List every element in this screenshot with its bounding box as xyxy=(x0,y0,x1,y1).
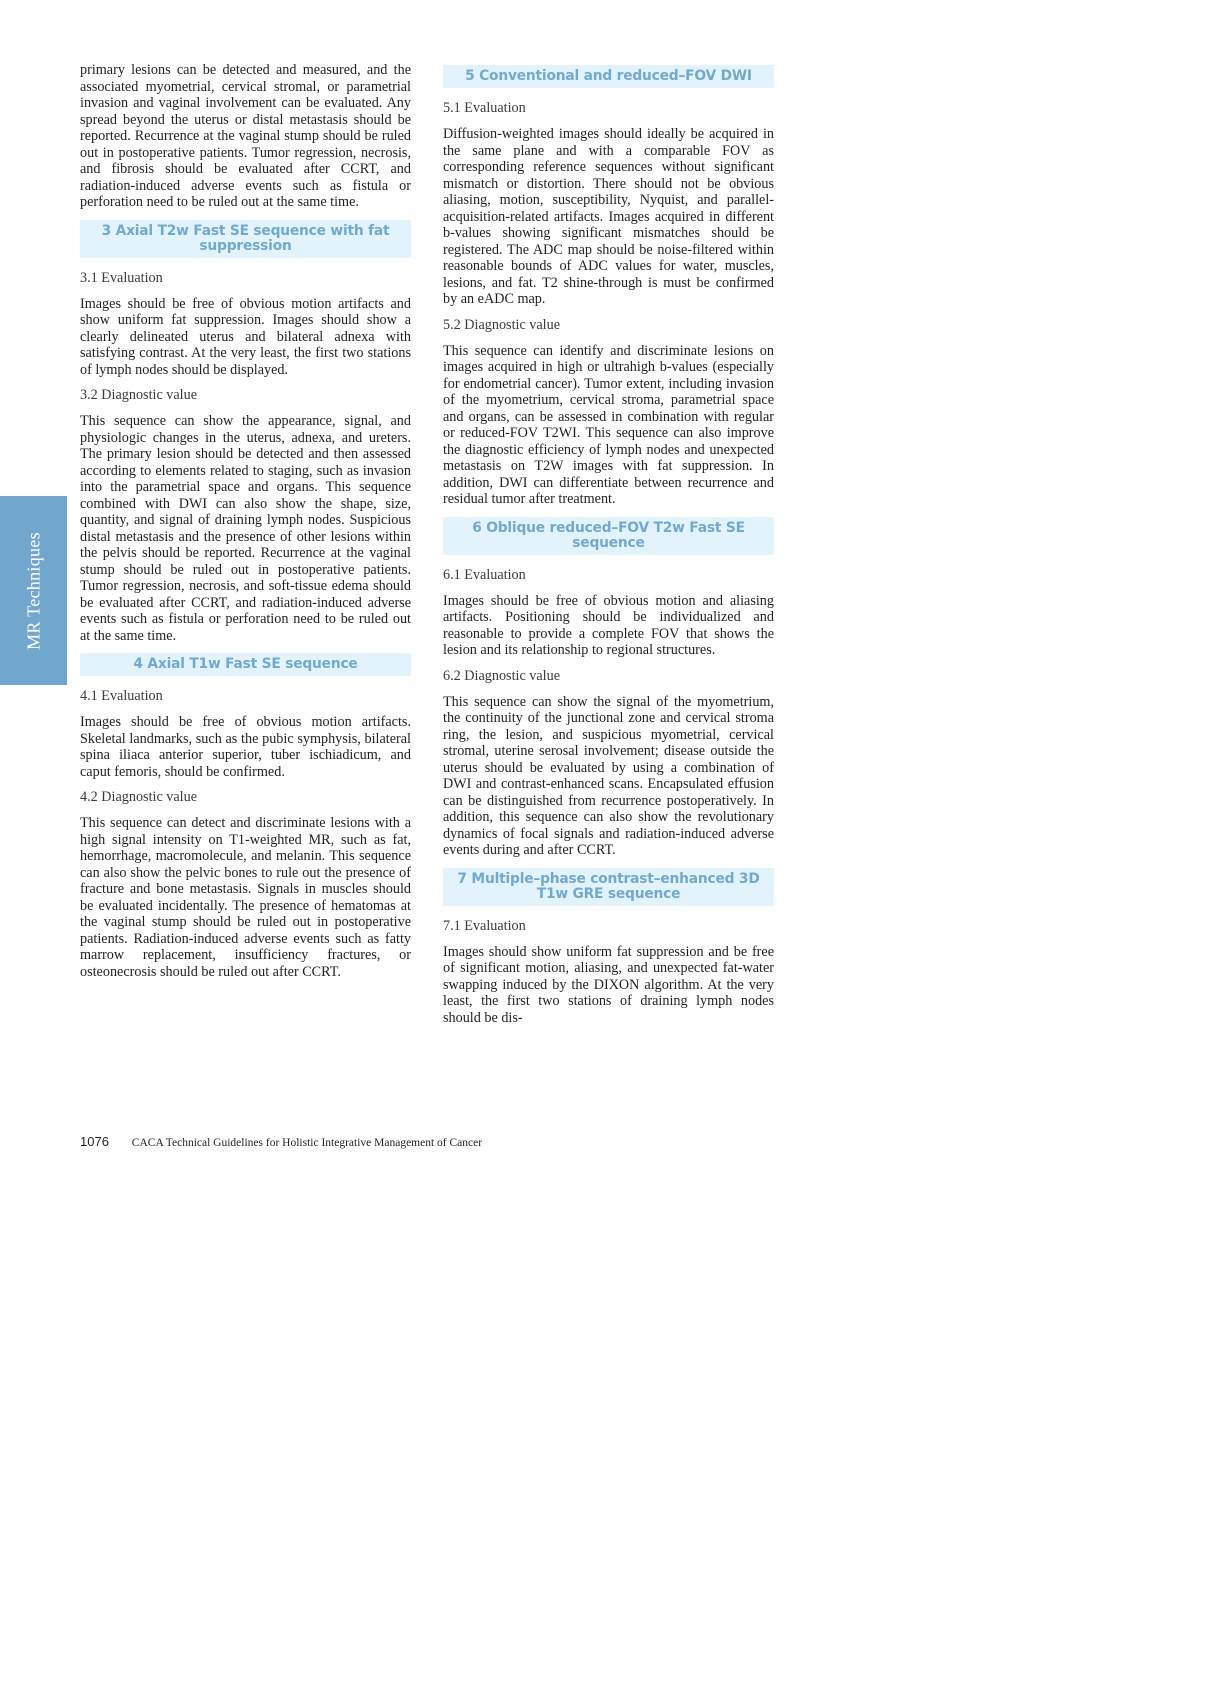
subsection-heading: 7.1 Evaluation xyxy=(443,917,526,934)
body-paragraph: This sequence can show the appearance, signal, and physiologic changes in the uterus, adnexa, and ureters. The primary lesion should be detected and then assessed according to elements related to staging, such as invasion into the parametrial space and organs. This sequence combined with DWI can also show the shape, size, quantity, and signal of draining lymph nodes. Suspicious distal metastasis and the presence of other lesions within the pelvis should be reported. Recurrence at the vaginal stump should be ruled out in postoperative patients. Tumor regression, necrosis, and soft-tissue edema should be evaluated after CCRT, and radiation-induced adverse events such as fistula or perforation need to be ruled out at the same time. xyxy=(80,413,411,644)
page-footer xyxy=(80,1135,482,1150)
side-tab xyxy=(0,496,67,685)
subsection-heading: 5.1 Evaluation xyxy=(443,100,526,116)
subsection-heading: 3.2 Diagnostic value xyxy=(80,387,198,403)
body-paragraph: Images should show uniform fat suppression and be free of significant motion, aliasing, and unexpected fat-water swapping induced by the DIXON algorithm. At the very least, the first two stations of draining lymph nodes should be dis- xyxy=(443,943,774,1026)
body-paragraph: This sequence can show the signal of the myometrium, the continuity of the junctional zone and cervical stroma ring, the lesion, and suspicious myometrial, cervical stromal, uterine serosal involvement; disease outside the uterus should be evaluated by using a combination of DWI and contrast-enhanced scans. Encapsulated effusion can be distinguished from recurrence postoperatively. In addition, this sequence can also show the revolutionary dynamics of focal signals and radiation-induced adverse events during and after CCRT. xyxy=(443,693,774,858)
side-tab-label: MR Techniques xyxy=(23,531,43,650)
section-heading: 5 Conventional and reduced–FOV DWI xyxy=(443,65,774,88)
body-paragraph: Images should be free of obvious motion artifacts. Skeletal landmarks, such as the pubic symphysis, bilateral spina iliaca anterior superior, tuber ischiadicum, and caput femoris, should be confirmed. xyxy=(80,714,411,780)
body-paragraph: Images should be free of obvious motion and aliasing artifacts. Positioning should be individualized and reasonable to provide a complete FOV that shows the lesion and its relationship to regional structures. xyxy=(443,592,774,658)
page-number: 1076 xyxy=(80,1134,109,1149)
section-heading: 3 Axial T2w Fast SE sequence with fat suppression xyxy=(80,220,411,258)
section-heading: 7 Multiple–phase contrast–enhanced 3D T1w GRE sequence xyxy=(443,868,774,906)
left-column xyxy=(80,62,411,980)
section-heading: 6 Oblique reduced–FOV T2w Fast SE sequence xyxy=(443,517,774,555)
body-paragraph: Images should be free of obvious motion artifacts and show uniform fat suppression. Images should show a clearly delineated uterus and bilateral adnexa with satisfying contrast. At the very least, the first two stations of lymph nodes should be displayed. xyxy=(80,295,411,378)
body-paragraph: primary lesions can be detected and measured, and the associated myometrial, cervical stromal, or parametrial invasion and vaginal involvement can be evaluated. Any spread beyond the uterus or distal metastasis should be reported. Recurrence at the vaginal stump should be ruled out in postoperative patients. Tumor regression, necrosis, and fibrosis should be evaluated after CCRT, and radiation-induced adverse events such as fistula or perforation need to be ruled out at the same time. xyxy=(80,62,411,210)
subsection-heading: 6.1 Evaluation xyxy=(443,566,526,583)
running-title: CACA Technical Guidelines for Holistic Integrative Management of Cancer xyxy=(131,1137,483,1149)
section-heading: 4 Axial T1w Fast SE sequence xyxy=(80,653,411,676)
subsection-heading: 5.2 Diagnostic value xyxy=(443,316,561,333)
subsection-heading: 4.2 Diagnostic value xyxy=(80,789,198,805)
body-paragraph: This sequence can detect and discriminate lesions with a high signal intensity on T1-weighted MR, such as fat, hemorrhage, macromolecule, and melanin. This sequence can also show the pelvic bones to rule out the presence of fracture and bone metastasis. Signals in muscles should be evaluated incidentally. The presence of hematomas at the vaginal stump should be ruled out in postoperative patients. Radiation-induced adverse events such as fatty marrow replacement, insufficiency fractures, or osteonecrosis should be ruled out after CCRT. xyxy=(80,815,411,980)
body-paragraph: This sequence can identify and discriminate lesions on images acquired in high or ultrahigh b-values (especially for endometrial cancer). Tumor extent, including invasion of the myometrium, cervical stroma, parametrial space and organs, can be assessed in combination with regular or reduced-FOV T2WI. This sequence can also improve the diagnostic efficiency of lymph nodes and unexpected metastasis on T2W images with fat suppression. In addition, DWI can differentiate between recurrence and residual tumor after treatment. xyxy=(443,342,774,507)
subsection-heading: 3.1 Evaluation xyxy=(80,269,163,286)
subsection-heading: 4.1 Evaluation xyxy=(80,688,163,704)
body-paragraph: Diffusion-weighted images should ideally be acquired in the same plane and with a comparable FOV as corresponding reference sequences without significant mismatch or distortion. There should not be obvious aliasing, motion, susceptibility, Nyquist, and parallel-acquisition-related artifacts. Images acquired in different b-values showing significant mismatches should be registered. The ADC map should be noise-filtered within reasonable bounds of ADC values for water, muscles, lesions, and fat. T2 shine-through is must be confirmed by an eADC map. xyxy=(443,126,774,307)
right-column xyxy=(443,62,774,1026)
subsection-heading: 6.2 Diagnostic value xyxy=(443,667,561,684)
